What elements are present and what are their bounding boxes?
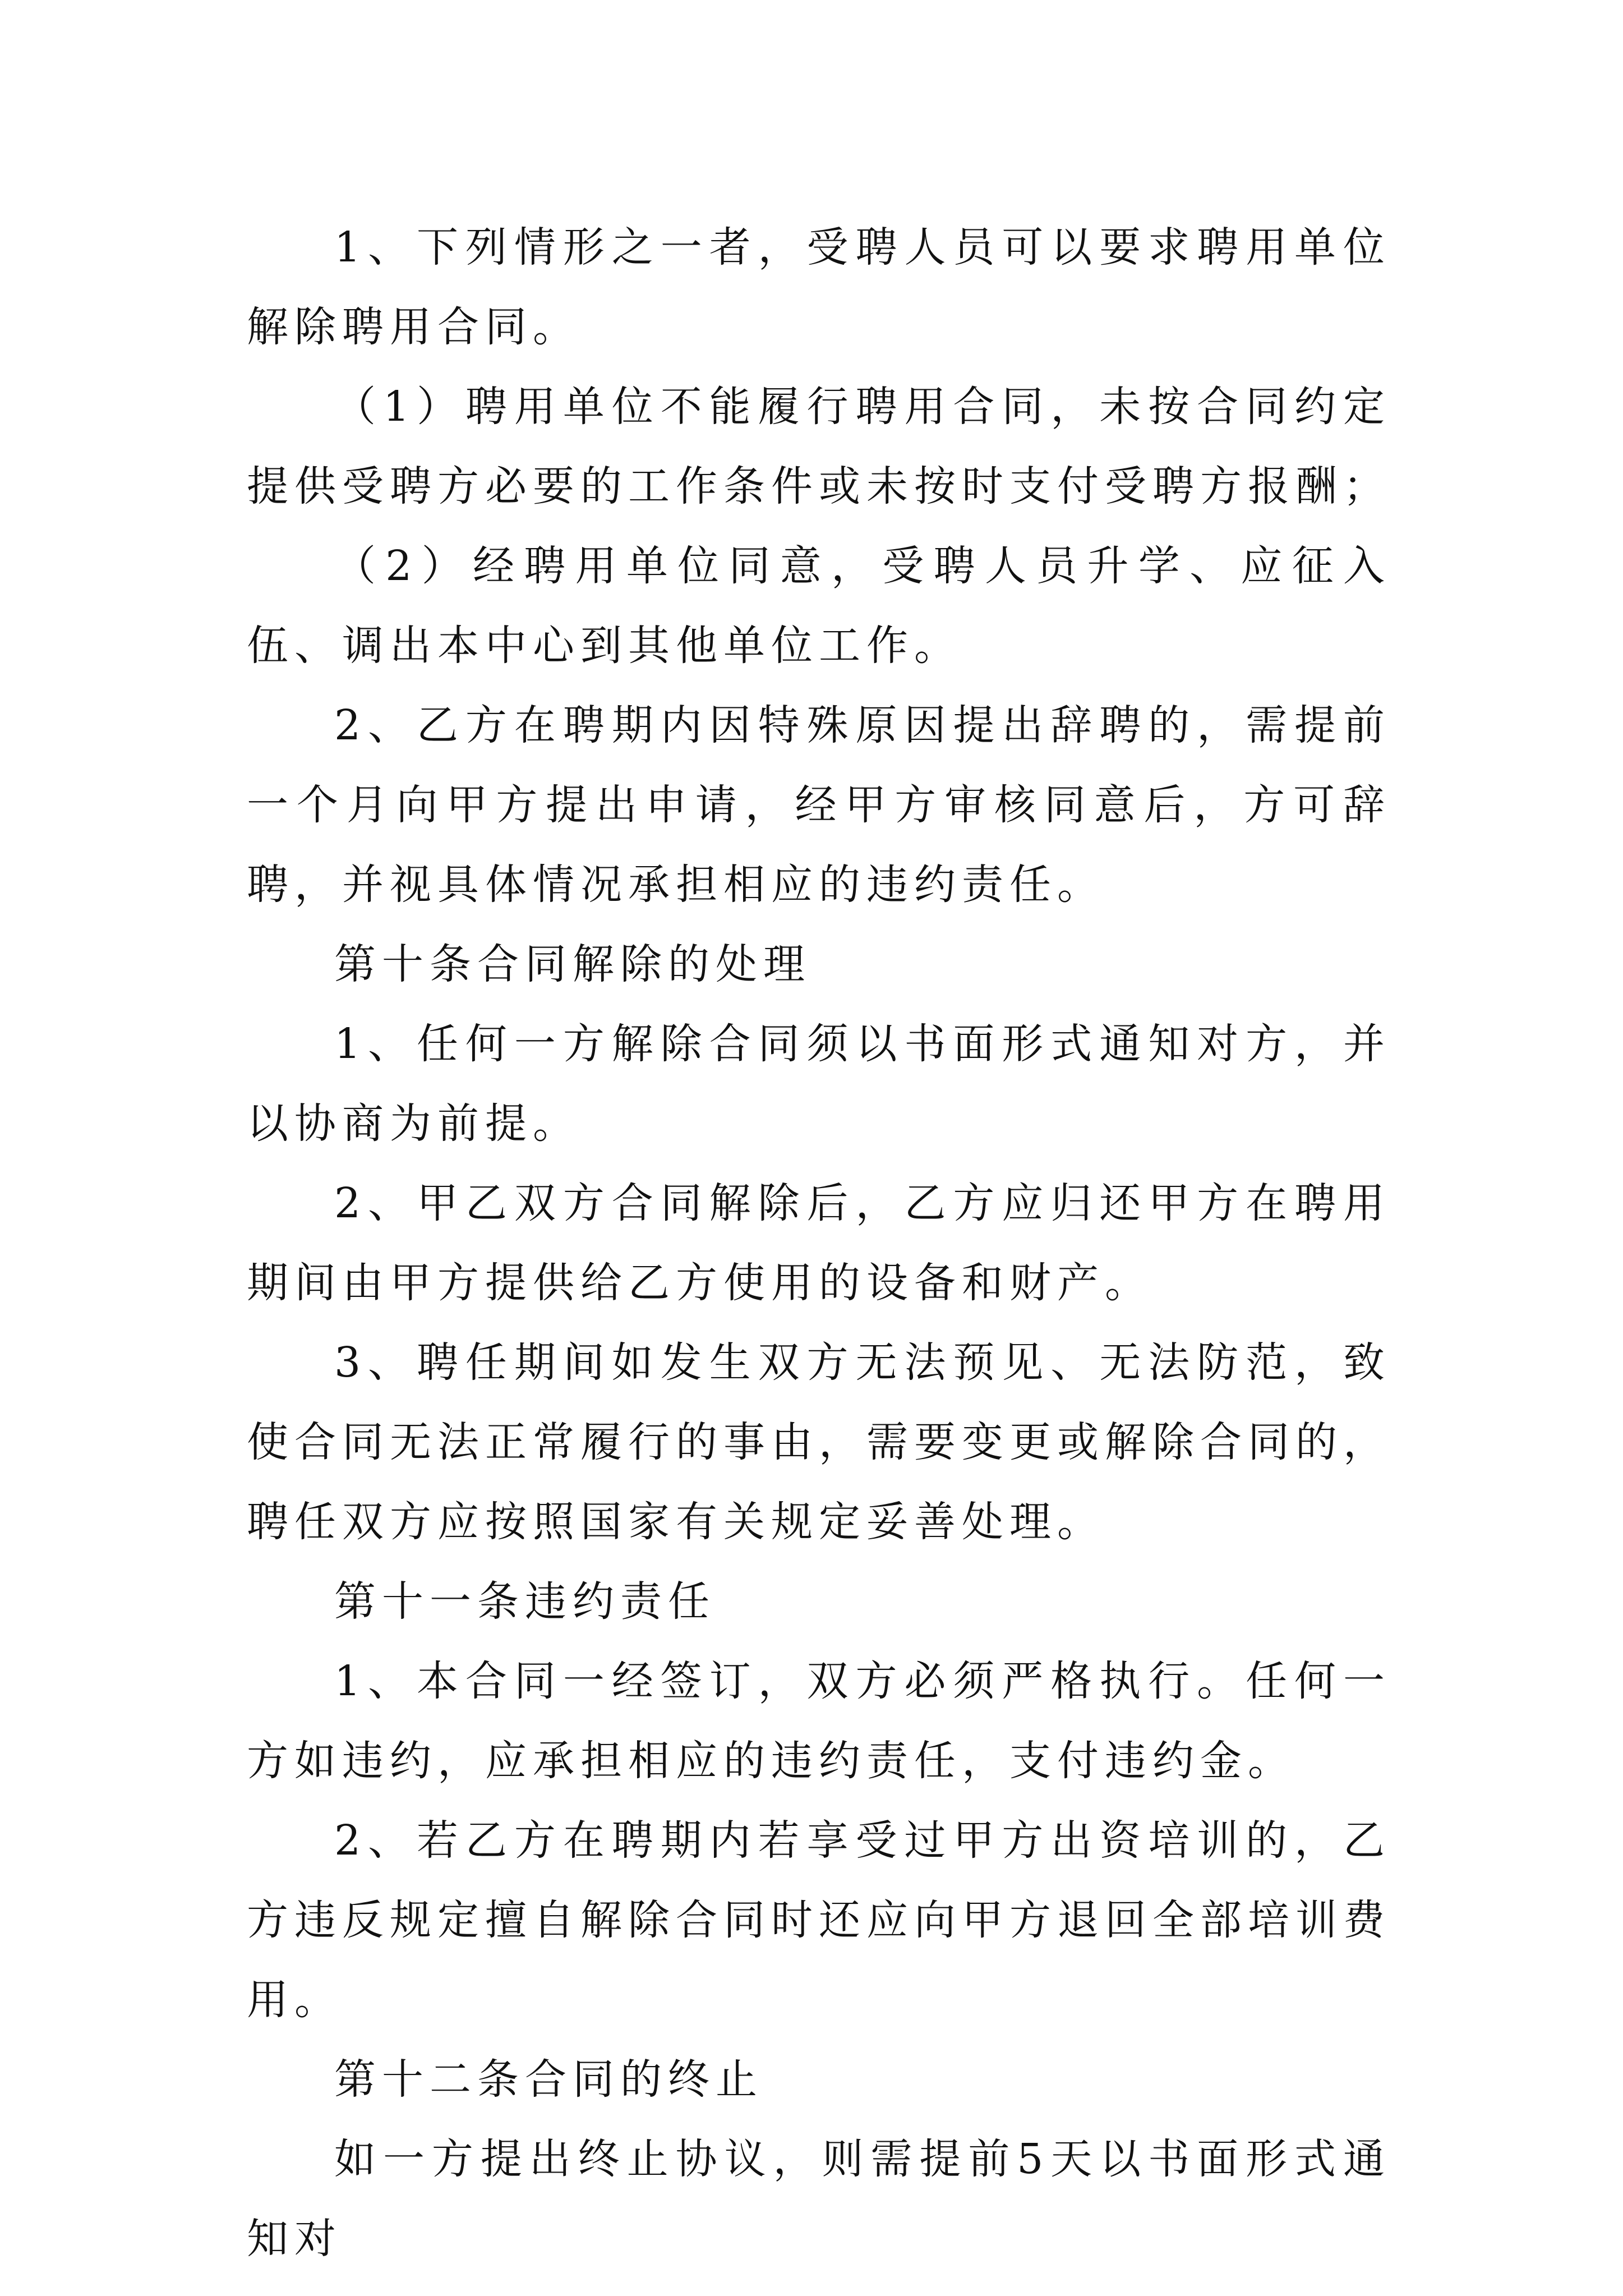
article-12-heading: 第十二条合同的终止 — [334, 2055, 763, 2104]
article-11-heading: 第十一条违约责任 — [334, 1577, 716, 1626]
document-body — [247, 208, 1391, 2279]
article-10-heading: 第十条合同解除的处理 — [334, 940, 811, 988]
article-12-text: 如一方提出终止协议，则需提前5天以书面形式通知对 — [247, 2135, 1391, 2263]
clause-subitem-2: （2）经聘用单位同意，受聘人员升学、应征入伍、调出本中心到其他单位工作。 — [247, 542, 1391, 670]
article-11-item-2: 2、若乙方在聘期内若享受过甲方出资培训的，乙方违反规定擅自解除合同时还应向甲方退回全部培训费用。 — [247, 1816, 1391, 2024]
article-10-item-3: 3、聘任期间如发生双方无法预见、无法防范，致使合同无法正常履行的事由，需要变更或解除合同的，聘任双方应按照国家有关规定妥善处理。 — [247, 1338, 1391, 1546]
clause-item-2: 2、乙方在聘期内因特殊原因提出辞聘的，需提前一个月向甲方提出申请，经甲方审核同意后，方可辞聘，并视具体情况承担相应的违约责任。 — [247, 701, 1391, 909]
article-10-item-1: 1、任何一方解除合同须以书面形式通知对方，并以协商为前提。 — [247, 1020, 1391, 1148]
clause-subitem-1: （1）聘用单位不能履行聘用合同，未按合同约定提供受聘方必要的工作条件或未按时支付受聘方报酬； — [247, 383, 1391, 510]
clause-item-1: 1、下列情形之一者，受聘人员可以要求聘用单位解除聘用合同。 — [247, 223, 1391, 351]
article-11-item-1: 1、本合同一经签订，双方必须严格执行。任何一方如违约，应承担相应的违约责任，支付违约金。 — [247, 1657, 1391, 1785]
article-10-item-2: 2、甲乙双方合同解除后，乙方应归还甲方在聘用期间由甲方提供给乙方使用的设备和财产。 — [247, 1179, 1391, 1307]
